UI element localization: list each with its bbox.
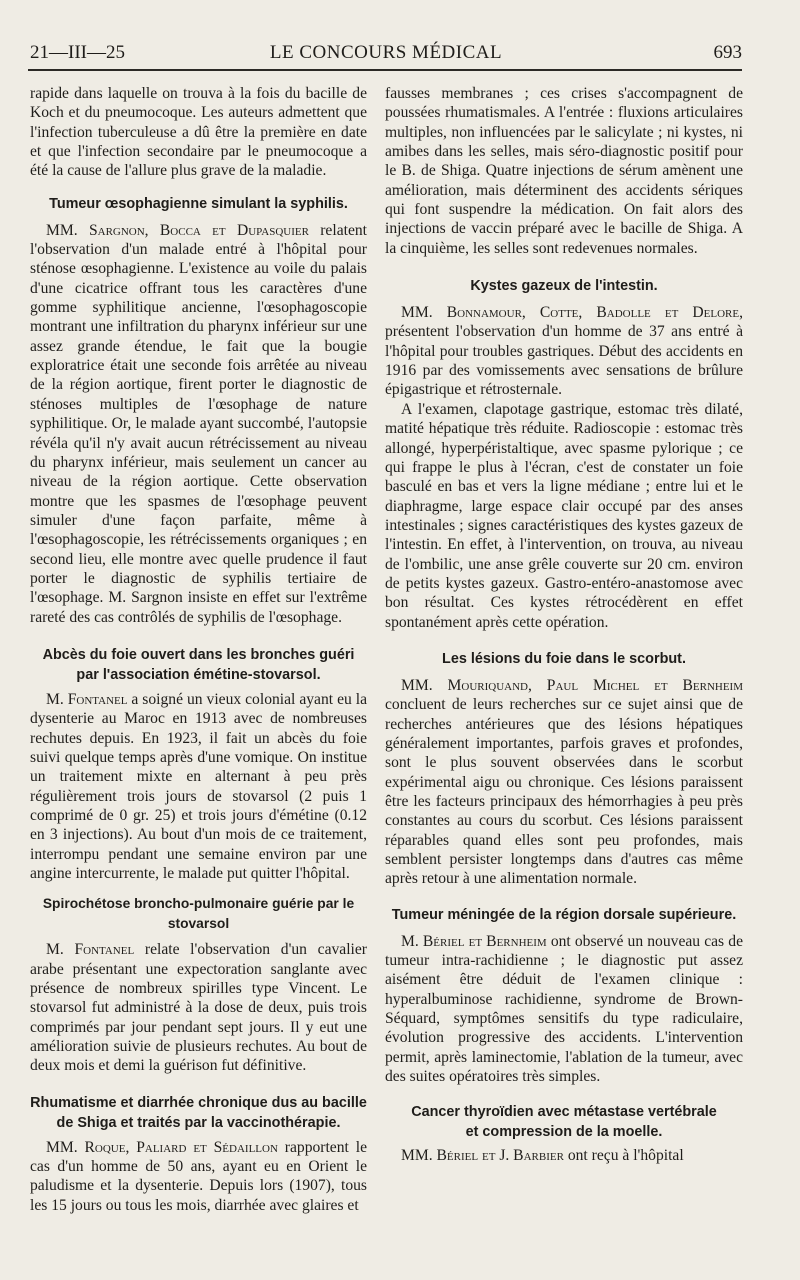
paragraph: MM. Sargnon, Bocca et Dupasquier relatent l'observation d'un malade entré à l'hôpital pour sténose œsophagienne. L'existence au voile du palais d'une cicatrice offrant tous les caractères d'une gomme syphilitique ancienne, l'œsophagoscopie montrant une infiltration du pharynx inférieur sur une assez grande étendue, le fait que la bougie exploratrice était une seconde fois arrêtée au niveau de la région aortique, firent porter le diagnostic de sténoses multiples de l'œsophage de nature syphilitique. Or, le malade ayant succombé, l'autopsie révéla qu'il n'y avait aucun rétrécissement au niveau du pharynx inférieur, mais seulement un cancer au niveau de la région aortique. Cette observation montre que les spasmes de l'œsophage peuvent simuler d'une façon parfaite, même à l'œsophagoscopie, les rétrécissements organiques ; en second lieu, elle montre avec quelle prudence il faut porter le diagnostic de syphilis tertiaire de l'œsophage. M. Sargnon insiste en effet sur l'extrême rareté des cas contrôlés de syphilis de l'œsophage. [30,221,367,626]
section-heading: Kystes gazeux de l'intestin. [470,278,658,295]
journal-title: LE CONCOURS MÉDICAL [269,42,503,63]
paragraph: MM. Roque, Paliard et Sédaillon rapportent le cas d'un homme de 50 ans, ayant eu en Orient le paludisme et la dysenterie. Depuis lors (1907), tous les 15 jours ou tous les mois, diarrhée avec glaires et [30,1138,367,1214]
section-heading: Les lésions du foie dans le scorbut. [442,650,686,667]
section-heading: Rhumatisme et diarrhée chronique dus au bacille de Shiga et traités par la vaccinothérapie. [30,1094,367,1131]
section-heading: Cancer thyroïdien avec métastase vertébrale et compression de la moelle. [411,1104,717,1141]
authors: M. Fontanel [46,941,135,959]
right-column [385,84,743,1166]
left-column [30,84,367,1215]
authors: MM. Bonnamour, Cotte, Badolle et Delore, [401,304,743,322]
paragraph: A l'examen, clapotage gastrique, estomac très dilaté, matité hépatique très réduite. Radioscopie : estomac très allongé, hyperpéristaltique, avec spasme pylorique ; ce qui frappe le plus à l'écran, c'est de constater un foie basculé en bas et vers la ligne médiane ; entre lui et le diaphragme, large espace clair occupé par des anses intestinales ; signes caractéristiques des kystes gazeux de l'intestin. En effet, à l'intervention, on trouva, au niveau de l'ombilic, une anse grêle couverte sur 20 cm. environ de petits kystes gazeux. Gastro-entéro-anastomose avec bon résultat. Ces kystes rétrocédèrent en effet spontanément après cette opération. [385,400,743,631]
paragraph: MM. Bonnamour, Cotte, Badolle et Delore, présentent l'observation d'un homme de 37 ans entré à l'hôpital pour troubles gastriques. Début des accidents en 1916 par des vomissements avec sensations de brûlure épigastrique et rétrosternale. [385,304,743,399]
paragraph: M. Fontanel a soigné un vieux colonial ayant eu la dysenterie au Maroc en 1913 avec de nombreuses rechutes depuis. En 1923, il fait un abcès du foie suivi quelque temps après d'une vomique. On institue un traitement mixte en alternant à peu près régulièrement trois jours de stovarsol (2 puis 1 comprimé de 0 gr. 25) et trois jours d'émétine (0.12 en 3 injections). Au bout d'un mois de ce traitement, interrompu pendant une semaine environ par une angine intercurrente, le malade put quitter l'hôpital. [30,690,367,883]
authors: MM. Mouriquand, Paul Michel et Bernheim [401,676,743,694]
section-heading: Tumeur œsophagienne simulant la syphilis. [49,195,348,212]
paragraph: MM. Bériel et J. Barbier ont reçu à l'hôpital [401,1147,684,1165]
authors: M. Fontanel [46,690,128,708]
paragraph: M. Bériel et Bernheim ont observé un nouveau cas de tumeur intra-rachidienne ; le diagnostic put assez aisément être déduit de l'examen clinique : hyperalbuminose rachidienne, syndrome de Brown-Séquard, symptômes sensitifs du type radiculaire, évolution progressive des accidents. L'intervention permit, après laminectomie, l'ablation de la tumeur, avec des suites opératoires très simples. [385,932,743,1086]
authors: MM. Roque, Paliard et Sédaillon [46,1138,278,1156]
paragraph: rapide dans laquelle on trouva à la fois du bacille de Koch et du pneumocoque. Les auteurs admettent que l'infection tuberculeuse a dû être la première en date et que l'infection secondaire par le pneumocoque a été la cause de l'allure plus grave de la maladie. [30,85,367,180]
paragraph: MM. Mouriquand, Paul Michel et Bernheim concluent de leurs recherches sur ce sujet ainsi que de recherches antérieures que des lésions hépatiques généralement importantes, parfois graves et profondes, sont le plus souvent observées dans le scorbut expérimental aigu ou chronique. Ces lésions paraissent être les facteurs principaux des hémorrhagies à peu près constantes au cours du scorbut. Ces lésions paraissent réparables quand elles sont peu profondes, mais semblent persister longtemps dans d'autres cas même après retour à une alimentation normale. [385,676,743,888]
authors: MM. Sargnon, Bocca et Dupasquier [46,221,309,239]
page-header [30,40,742,66]
section-heading: Abcès du foie ouvert dans les bronches guéri par l'association émétine-stovarsol. [42,646,355,683]
authors: MM. Bériel et J. Barbier [401,1147,564,1165]
authors: M. Bériel et Bernheim [401,932,547,950]
paragraph: fausses membranes ; ces crises s'accompagnent de poussées rhumatismales. A l'entrée : fluxions articulaires multiples, non influencées par le salicylate ; ni kystes, ni amibes dans les selles, mais séro-diagnostic positif pour le B. de Shiga. Quatre injections de sérum amènent une amélioration, mais déterminent des accidents sériques qui font suspendre la médication. On fait alors des injections de vaccin préparé avec le bacille de Shiga. A la cinquième, les selles sont redevenues normales. [385,85,743,257]
paragraph: M. Fontanel relate l'observation d'un cavalier arabe présentant une expectoration sanglante avec présence de nombreux spirilles type Vincent. Le stovarsol fut administré à la dose de deux, puis trois comprimés par jour pendant sept jours. Il y eut une amélioration suivie de plusieurs rechutes. Au bout de deux mois et demi la guérison fut définitive. [30,941,368,1075]
header-rule [28,69,742,71]
section-heading: Tumeur méningée de la région dorsale supérieure. [391,906,737,923]
issue-date: 21—III—25 [30,42,125,63]
page-number: 693 [713,42,742,63]
section-heading: Spirochétose broncho-pulmonaire guérie par le stovarsol [42,896,355,932]
